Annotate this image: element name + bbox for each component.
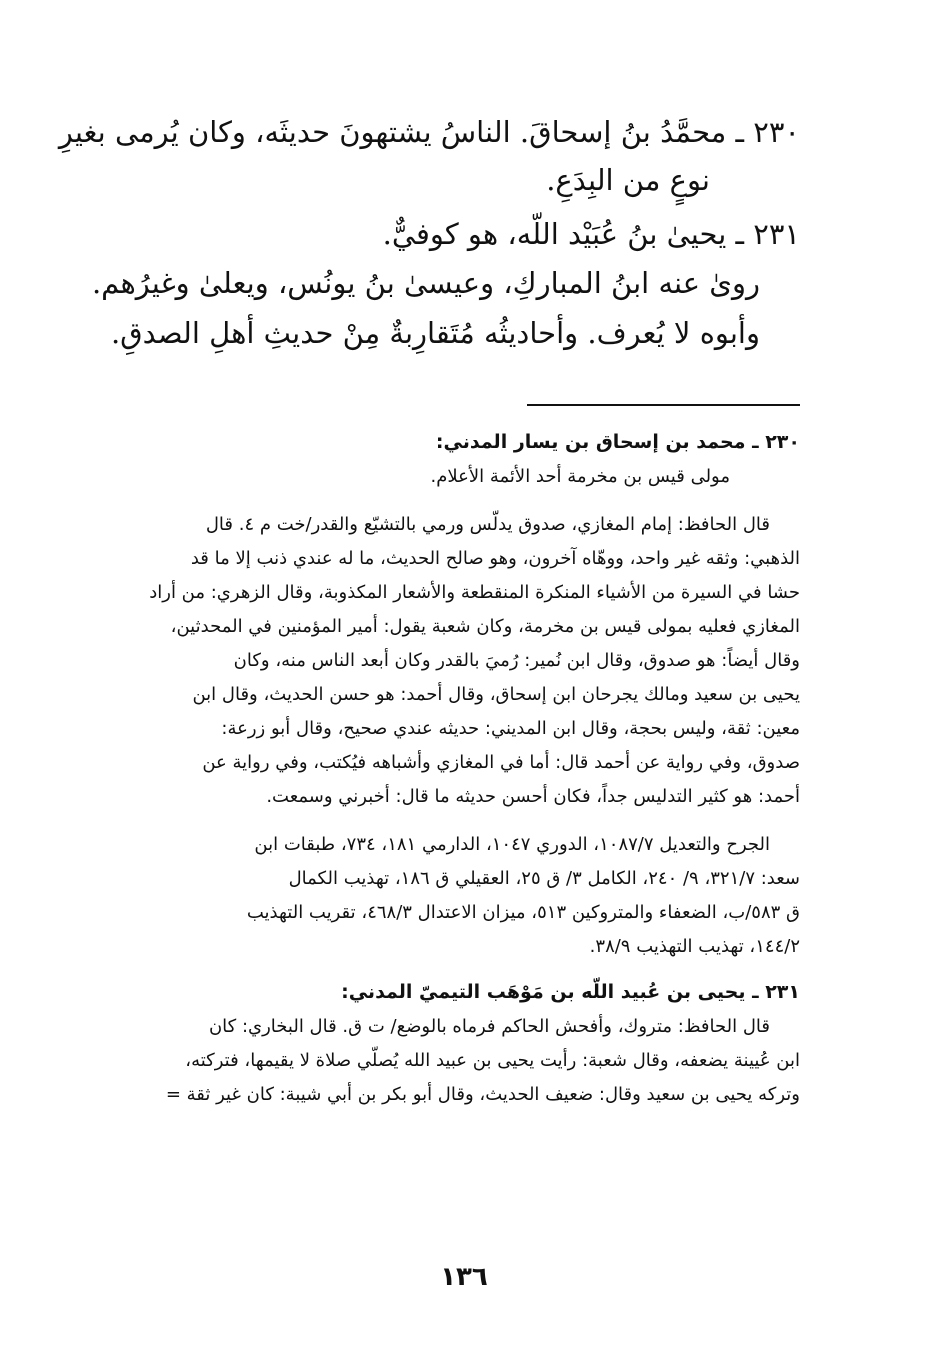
note-line: يحيى بن سعيد ومالك يجرحان ابن إسحاق، وقال أحمد: هو حسن الحديث، وقال ابن <box>192 684 800 705</box>
footnote-divider <box>527 404 800 406</box>
note-line: المغازي فعليه بمولى قيس بن مخرمة، وكان شعبة يقول: أمير المؤمنين في المحدثين، <box>170 616 800 637</box>
note-line: ١٤٤/٢، تهذيب التهذيب ٣٨/٩. <box>589 936 800 957</box>
note-230-subtitle: مولى قيس بن مخرمة أحد الأئمة الأعلام. <box>430 466 730 487</box>
main-text <box>58 108 800 358</box>
note-line: قال الحافظ: إمام المغازي، صدوق يدلّس ورمي بالتشيّع والقدر/خت م ٤. قال <box>205 514 770 535</box>
note-line: معين: ثقة، وليس بحجة، وقال ابن المديني: حديثه عندي صحيح، وقال أبو زرعة: <box>221 718 800 739</box>
note-line: سعد: ٣٢١/٧، ٩/ ٢٤٠، الكامل ٣/ ق ٢٥، العقيلي ق ١٨٦، تهذيب الكمال <box>288 868 800 889</box>
note-line: حشا في السيرة من الأشياء المنكرة المنقطعة والأشعار المكذوبة، وقال الزهري: من أراد <box>149 582 800 603</box>
note-line: ق ٥٨٣/ب، الضعفاء والمتروكين ٥١٣، ميزان الاعتدال ٤٦٨/٣، تقريب التهذيب <box>246 902 800 923</box>
footnotes <box>100 424 800 1112</box>
entry-231-line3: وأبوه لا يُعرف. وأحاديثُه مُتَقارِبةٌ مِنْ حديثِ أهلِ الصدقِ. <box>110 316 760 350</box>
entry-231-line1: ٢٣١ ـ يحيىٰ بنُ عُبَيْد اللّه، هو كوفيٌّ. <box>382 217 800 251</box>
note-231-paragraph-1 <box>100 1010 800 1112</box>
note-line: وقال أيضاً: هو صدوق، وقال ابن نُمير: رُميَ بالقدر وكان أبعد الناس منه، وكان <box>233 650 800 671</box>
note-231-heading: ٢٣١ ـ يحيى بن عُبيد اللّه بن مَوْهَب التيميّ المدني: <box>341 981 800 1003</box>
entry-230-line2: نوعٍ من البِدَعِ. <box>546 163 710 197</box>
page-number: ١٣٦ <box>440 1262 488 1292</box>
note-line: صدوق، وفي رواية عن أحمد قال: أما في المغازي وأشباهه فيُكتب، وفي رواية عن <box>202 752 800 773</box>
note-230-paragraph-1 <box>100 508 800 814</box>
entry-231-line2: روىٰ عنه ابنُ المباركِ، وعيسىٰ بنُ يونُس، ويعلىٰ وغيرُهم. <box>91 266 760 300</box>
note-line: الذهبي: وثقه غير واحد، ووهّاه آخرون، وهو صالح الحديث، ما له عندي ذنب إلا ما قد <box>190 548 800 569</box>
note-line: ابن عُيينة يضعفه، وقال شعبة: رأيت يحيى بن عبيد الله يُصلّي صلاة لا يقيمها، فتركته، <box>185 1050 800 1071</box>
note-line: قال الحافظ: متروك، وأفحش الحاكم فرماه بالوضع/ ت ق. قال البخاري: كان <box>208 1016 770 1037</box>
note-230-references <box>100 828 800 964</box>
note-line: وتركه يحيى بن سعيد وقال: ضعيف الحديث، وقال أبو بكر بن أبي شيبة: كان غير ثقة = <box>165 1084 800 1105</box>
note-line: أحمد: هو كثير التدليس جداً، فكان أحسن حديثه ما قال: أخبرني وسمعت. <box>266 786 800 807</box>
note-230-heading: ٢٣٠ ـ محمد بن إسحاق بن يسار المدني: <box>435 431 800 453</box>
note-line: الجرح والتعديل ١٠٨٧/٧، الدوري ١٠٤٧، الدارمي ١٨١، ٧٣٤، طبقات ابن <box>254 834 770 855</box>
entry-230-line1: ٢٣٠ ـ محمَّدُ بنُ إسحاقَ. الناسُ يشتهونَ حديثَه، وكان يُرمى بغيرِ <box>58 115 800 149</box>
